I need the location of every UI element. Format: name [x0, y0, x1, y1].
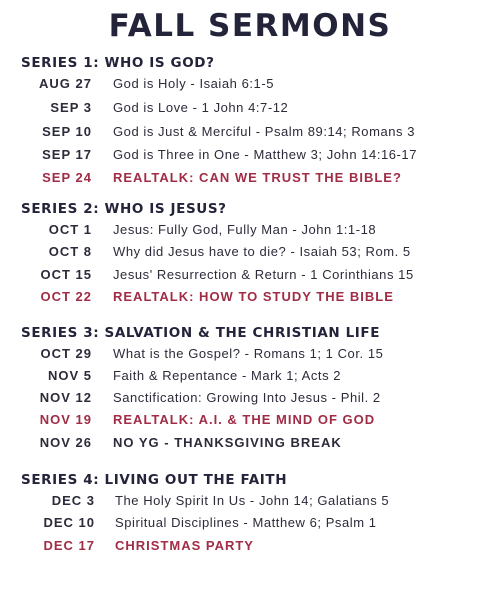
realtalk-row: [0, 170, 500, 192]
sermon-row: [0, 244, 500, 266]
sermon-row: [0, 124, 500, 146]
sermon-date: SEP 17: [42, 147, 92, 162]
sermon-title: What is the Gospel? - Romans 1; 1 Cor. 15: [113, 346, 384, 361]
break-notice: NO YG - THANKSGIVING BREAK: [113, 435, 342, 450]
realtalk-title: REALTALK: CAN WE TRUST THE BIBLE?: [113, 170, 402, 185]
sermon-row: [0, 515, 500, 537]
sermon-row: [0, 390, 500, 412]
sermon-title: Jesus: Fully God, Fully Man - John 1:1-18: [113, 222, 377, 237]
party-row: [0, 538, 500, 560]
sermon-date: NOV 5: [47, 368, 92, 383]
realtalk-row: [0, 289, 500, 311]
realtalk-title: REALTALK: HOW TO STUDY THE BIBLE: [113, 289, 394, 304]
sermon-date: AUG 27: [39, 76, 92, 91]
sermon-row: [0, 222, 500, 244]
sermon-date: NOV 19: [39, 412, 92, 427]
realtalk-title: REALTALK: A.I. & THE MIND OF GOD: [113, 412, 376, 427]
sermon-date: DEC 10: [43, 515, 95, 530]
sermon-row: [0, 368, 500, 390]
series-heading: SERIES 1: WHO IS GOD?: [21, 55, 215, 71]
sermon-title: God is Holy - Isaiah 6:1-5: [113, 76, 274, 91]
sermon-date: SEP 3: [50, 100, 92, 115]
sermon-date: OCT 15: [40, 267, 92, 282]
sermon-row: [0, 346, 500, 368]
series-heading: SERIES 3: SALVATION & THE CHRISTIAN LIFE: [21, 325, 381, 341]
sermon-date: OCT 29: [40, 346, 92, 361]
sermon-row: [0, 100, 500, 122]
sermon-date: NOV 12: [39, 390, 92, 405]
party-title: CHRISTMAS PARTY: [115, 538, 254, 553]
sermon-row: [0, 76, 500, 98]
sermon-title: Faith & Repentance - Mark 1; Acts 2: [113, 368, 342, 383]
sermon-date: OCT 8: [48, 244, 92, 259]
sermon-title: Jesus' Resurrection & Return - 1 Corinthians 15: [113, 267, 414, 282]
sermon-date: SEP 10: [42, 124, 92, 139]
page-title: FALL SERMONS: [108, 8, 392, 44]
sermon-title: The Holy Spirit In Us - John 14; Galatians 5: [115, 493, 390, 508]
sermon-title: God is Love - 1 John 4:7-12: [113, 100, 289, 115]
sermon-title: Why did Jesus have to die? - Isaiah 53; Rom. 5: [113, 244, 411, 259]
series-heading: SERIES 4: LIVING OUT THE FAITH: [21, 472, 288, 488]
sermon-row: [0, 493, 500, 515]
series-heading: SERIES 2: WHO IS JESUS?: [21, 201, 227, 217]
sermon-date: DEC 17: [43, 538, 95, 553]
sermon-row: [0, 147, 500, 169]
sermon-date: DEC 3: [51, 493, 95, 508]
sermon-row: [0, 267, 500, 289]
realtalk-row: [0, 412, 500, 434]
sermon-date: OCT 1: [48, 222, 92, 237]
sermon-date: OCT 22: [40, 289, 92, 304]
sermon-date: SEP 24: [42, 170, 92, 185]
sermon-title: God is Just & Merciful - Psalm 89:14; Romans 3: [113, 124, 416, 139]
sermon-date: NOV 26: [39, 435, 92, 450]
sermon-title: Sanctification: Growing Into Jesus - Phil. 2: [113, 390, 381, 405]
break-row: [0, 435, 500, 457]
sermon-title: Spiritual Disciplines - Matthew 6; Psalm 1: [115, 515, 377, 530]
sermon-title: God is Three in One - Matthew 3; John 14:16-17: [113, 147, 417, 162]
